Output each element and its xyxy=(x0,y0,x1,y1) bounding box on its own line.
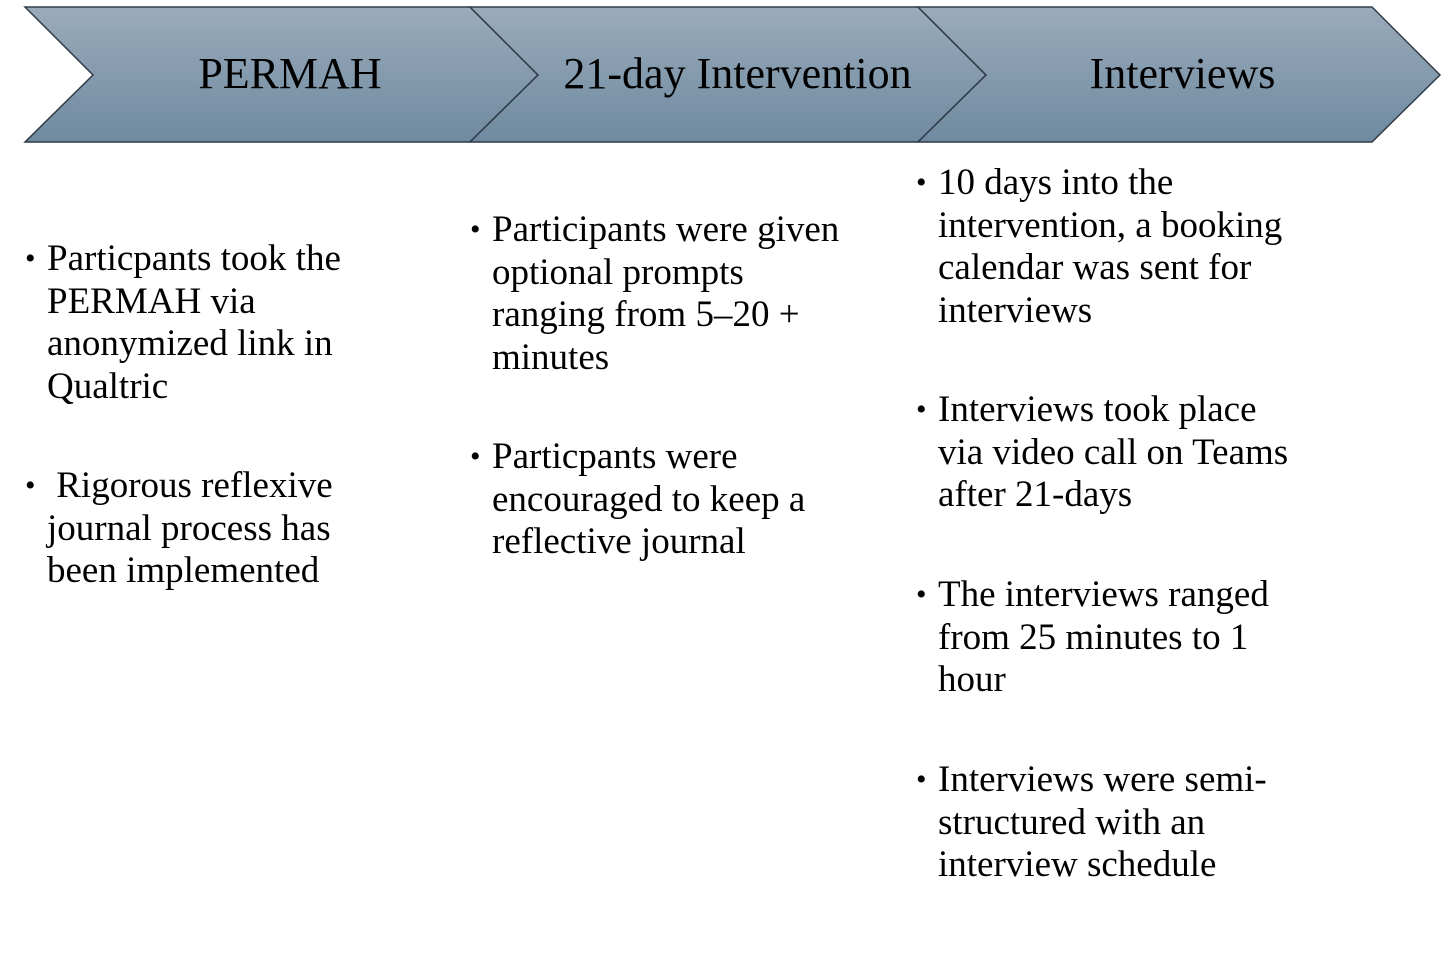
bullet-text-line: interview schedule xyxy=(938,844,1217,885)
bullet-text-line: reflective journal xyxy=(492,521,746,562)
bullet-item xyxy=(470,209,839,379)
bullet-item xyxy=(916,759,1267,887)
bullet-text-line: 10 days into the xyxy=(938,162,1174,203)
bullet-text-line: Particpants were xyxy=(492,436,738,477)
bullet-dot: • xyxy=(470,440,481,473)
bullet-text-line: PERMAH via xyxy=(47,280,256,322)
bullet-text-line: Qualtric xyxy=(47,365,169,407)
bullet-text-line: Rigorous reflexive xyxy=(47,465,333,506)
bullet-item xyxy=(916,389,1288,517)
bullet-text-line: calendar was sent for xyxy=(938,247,1252,288)
bullet-item xyxy=(916,574,1269,702)
bullet-text-line: Participants were given xyxy=(492,209,840,250)
bullet-text-line: been implemented xyxy=(47,550,320,591)
bullet-text-line: structured with an xyxy=(938,801,1206,843)
bullet-text-line: interviews xyxy=(938,289,1093,331)
bullet-text-line: Particpants took the xyxy=(47,238,341,279)
bullet-text-line: encouraged to keep a xyxy=(492,478,806,520)
bullet-text-line: optional prompts xyxy=(492,251,744,293)
bullet-text-line: ranging from 5–20 + xyxy=(492,294,800,335)
bullet-dot: • xyxy=(916,393,927,426)
bullet-text-line: journal process has xyxy=(47,507,331,549)
bullet-text-line: Interviews were semi- xyxy=(938,759,1267,800)
bullet-item xyxy=(25,465,333,593)
bullet-item xyxy=(470,436,805,564)
bullet-dot: • xyxy=(916,578,927,611)
bullet-text-line: Interviews took place xyxy=(938,389,1257,430)
bullet-text-line: The interviews ranged xyxy=(938,574,1269,615)
bullet-dot: • xyxy=(25,469,36,502)
bullet-text-line: after 21-days xyxy=(938,474,1133,515)
bullet-dot: • xyxy=(25,242,36,275)
bullet-text-line: intervention, a booking xyxy=(938,204,1283,246)
bullet-text-line: via video call on Teams xyxy=(938,431,1289,473)
bullet-item xyxy=(25,238,341,408)
bullet-dot: • xyxy=(916,166,927,199)
bullet-text-line: anonymized link in xyxy=(47,323,333,364)
stage-title-permah: PERMAH xyxy=(198,49,382,98)
stage-title-interviews: Interviews xyxy=(1089,49,1276,98)
bullet-dot: • xyxy=(470,213,481,246)
bullet-text-line: minutes xyxy=(492,336,610,378)
bullet-dot: • xyxy=(916,763,927,796)
stage-title-intervention: 21-day Intervention xyxy=(563,49,912,98)
bullet-item xyxy=(916,162,1282,332)
bullet-text-line: hour xyxy=(938,659,1006,700)
bullet-text-line: from 25 minutes to 1 xyxy=(938,616,1249,658)
